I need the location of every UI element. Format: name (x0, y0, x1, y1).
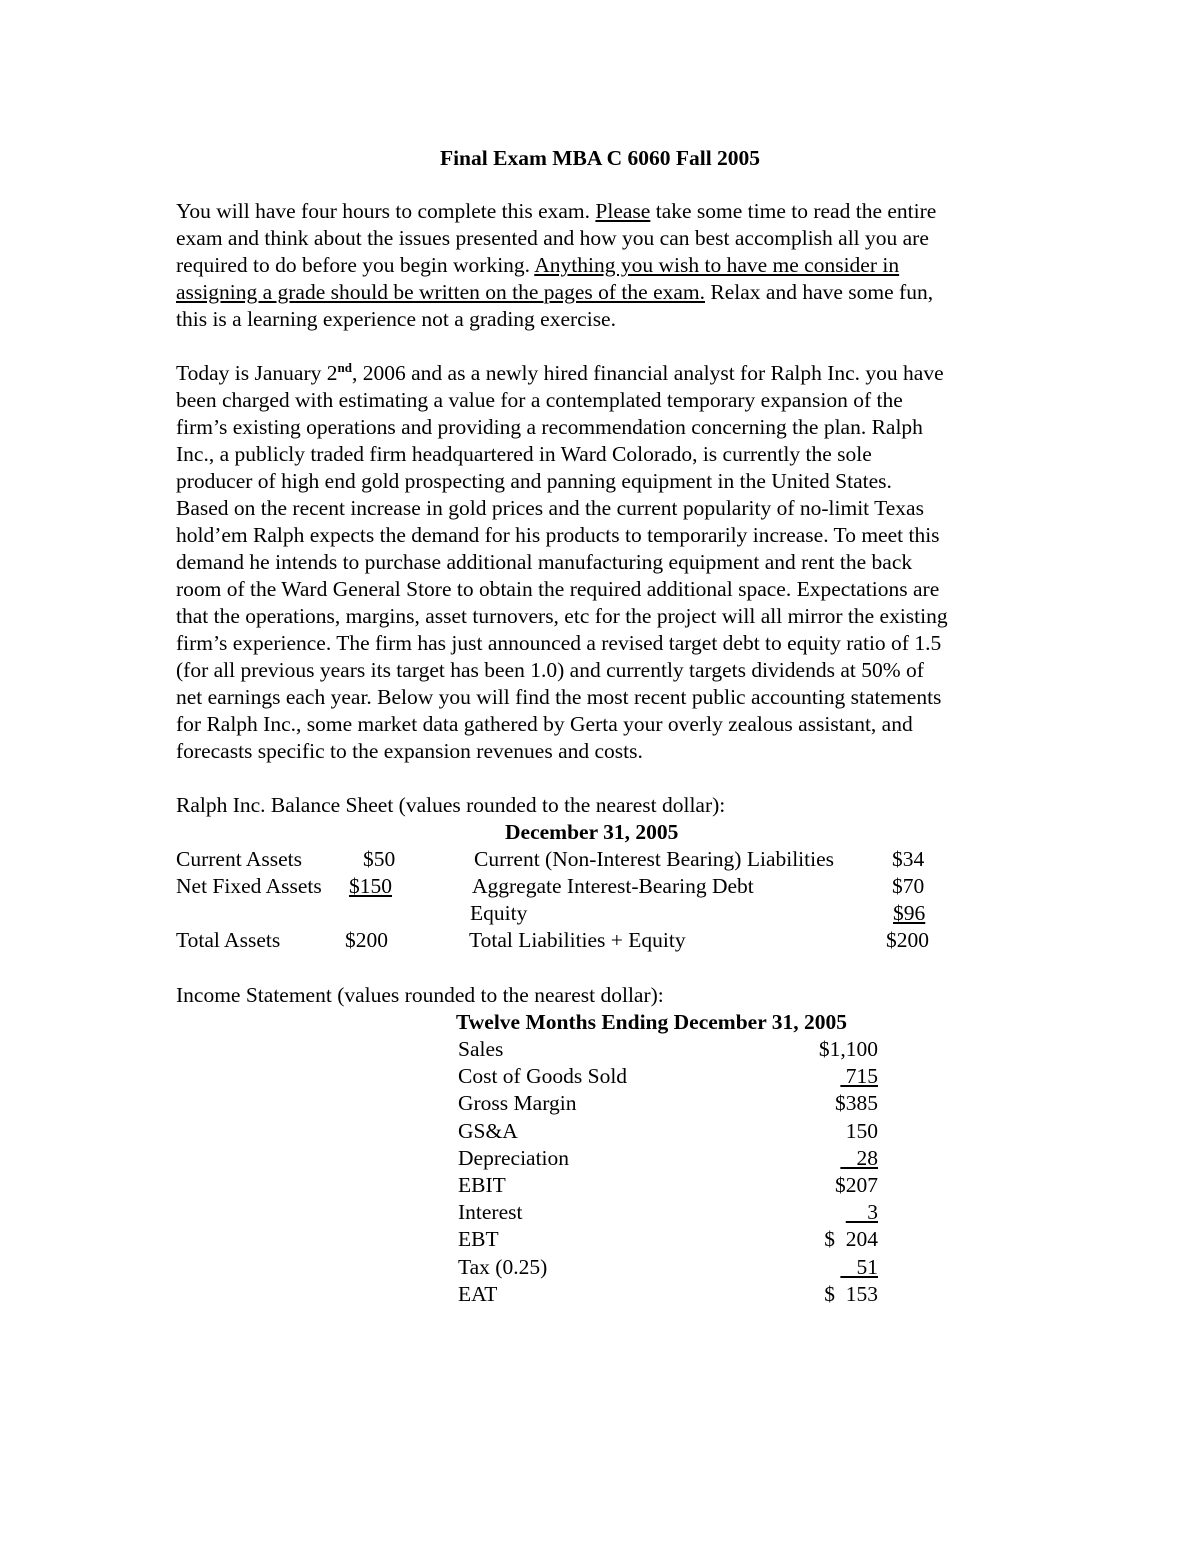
intro-line: exam and think about the issues presented and how you can best accomplish all you are (176, 226, 929, 250)
intro-paragraph (176, 198, 1036, 333)
scenario-line: Based on the recent increase in gold prices and the current popularity of no-limit Texas (176, 496, 924, 520)
income-statement-period: Twelve Months Ending December 31, 2005 (456, 1010, 847, 1034)
intro-line (176, 198, 1036, 225)
balance-sheet-caption: Ralph Inc. Balance Sheet (values rounded to the nearest dollar): (176, 793, 726, 817)
intro-line (176, 279, 1036, 306)
total-liabilities-equity-value: $200 (886, 928, 929, 952)
income-row-value: 3 (845, 1200, 878, 1224)
current-liabilities-label: Current (Non-Interest Bearing) Liabilities (474, 847, 835, 871)
scenario-line: forecasts specific to the expansion revenues and costs. (176, 739, 643, 763)
scenario-line: net earnings each year. Below you will find the most recent public accounting statements (176, 685, 942, 709)
income-row-value: 28 (840, 1146, 878, 1170)
interest-bearing-debt-label: Aggregate Interest-Bearing Debt (472, 874, 754, 898)
scenario-line: that the operations, margins, asset turnovers, etc for the project will all mirror the existing (176, 604, 948, 628)
income-row-value: 51 (840, 1255, 878, 1279)
income-row-value: $ 204 (824, 1227, 878, 1251)
intro-text: Relax and have some fun, (705, 280, 934, 304)
page-title: Final Exam MBA C 6060 Fall 2005 (439, 146, 761, 170)
current-assets-label: Current Assets (176, 847, 303, 871)
scenario-text: , 2006 and as a newly hired financial analyst for Ralph Inc. you have (351, 361, 944, 385)
income-row-label: GS&A (458, 1119, 518, 1143)
intro-emphasis: Please (595, 199, 651, 223)
equity-label: Equity (470, 901, 528, 925)
scenario-line: demand he intends to purchase additional manufacturing equipment and rent the back (176, 550, 913, 574)
income-row-label: Interest (458, 1200, 523, 1224)
income-row-value: $ 153 (824, 1282, 878, 1306)
scenario-line: producer of high end gold prospecting and panning equipment in the United States. (176, 469, 892, 493)
current-assets-value: $50 (363, 847, 396, 871)
intro-emphasis: Anything you wish to have me consider in (534, 253, 900, 277)
income-row-value: $1,100 (818, 1037, 878, 1061)
ordinal-superscript: nd (337, 359, 352, 375)
intro-text: required to do before you begin working. (176, 253, 535, 277)
scenario-line: room of the Ward General Store to obtain the required additional space. Expectations are (176, 577, 940, 601)
income-statement-caption: Income Statement (values rounded to the nearest dollar): (176, 983, 664, 1007)
income-row-value: 715 (840, 1064, 878, 1088)
balance-sheet-date: December 31, 2005 (505, 820, 679, 844)
income-row-label: Cost of Goods Sold (458, 1064, 628, 1088)
scenario-line: Inc., a publicly traded firm headquartered in Ward Colorado, is currently the sole (176, 442, 872, 466)
current-liabilities-value: $34 (892, 847, 925, 871)
scenario-line (176, 360, 1036, 387)
income-row-value: $207 (835, 1173, 878, 1197)
income-row-value: 150 (845, 1119, 878, 1143)
scenario-line: (for all previous years its target has been 1.0) and currently targets dividends at 50% of (176, 658, 924, 682)
interest-bearing-debt-value: $70 (892, 874, 925, 898)
income-row-value: $385 (835, 1091, 878, 1115)
intro-emphasis: assigning a grade should be written on the pages of the exam. (176, 280, 705, 304)
income-row-label: EAT (458, 1282, 498, 1306)
net-fixed-assets-label: Net Fixed Assets (176, 874, 322, 898)
equity-value: $96 (893, 901, 926, 925)
scenario-line: firm’s experience. The firm has just announced a revised target debt to equity ratio of 1.5 (176, 631, 942, 655)
scenario-text: Today is January 2 (176, 361, 338, 385)
income-row-label: EBT (458, 1227, 499, 1251)
intro-text: take some time to read the entire (650, 199, 937, 223)
income-row-label: Tax (0.25) (458, 1255, 548, 1279)
scenario-line: firm’s existing operations and providing a recommendation concerning the plan. Ralph (176, 415, 923, 439)
income-row-label: EBIT (458, 1173, 506, 1197)
intro-line: this is a learning experience not a grading exercise. (176, 307, 616, 331)
intro-line (176, 252, 1036, 279)
scenario-line: hold’em Ralph expects the demand for his products to temporarily increase. To meet this (176, 523, 940, 547)
scenario-paragraph (176, 360, 1036, 765)
net-fixed-assets-value: $150 (349, 874, 392, 898)
scenario-line: for Ralph Inc., some market data gathered by Gerta your overly zealous assistant, and (176, 712, 913, 736)
income-row-label: Sales (458, 1037, 504, 1061)
intro-text: You will have four hours to complete this exam. (176, 199, 596, 223)
total-assets-label: Total Assets (176, 928, 281, 952)
income-row-label: Gross Margin (458, 1091, 577, 1115)
income-row-label: Depreciation (458, 1146, 570, 1170)
total-assets-value: $200 (345, 928, 388, 952)
scenario-line: been charged with estimating a value for a contemplated temporary expansion of the (176, 388, 903, 412)
total-liabilities-equity-label: Total Liabilities + Equity (469, 928, 686, 952)
